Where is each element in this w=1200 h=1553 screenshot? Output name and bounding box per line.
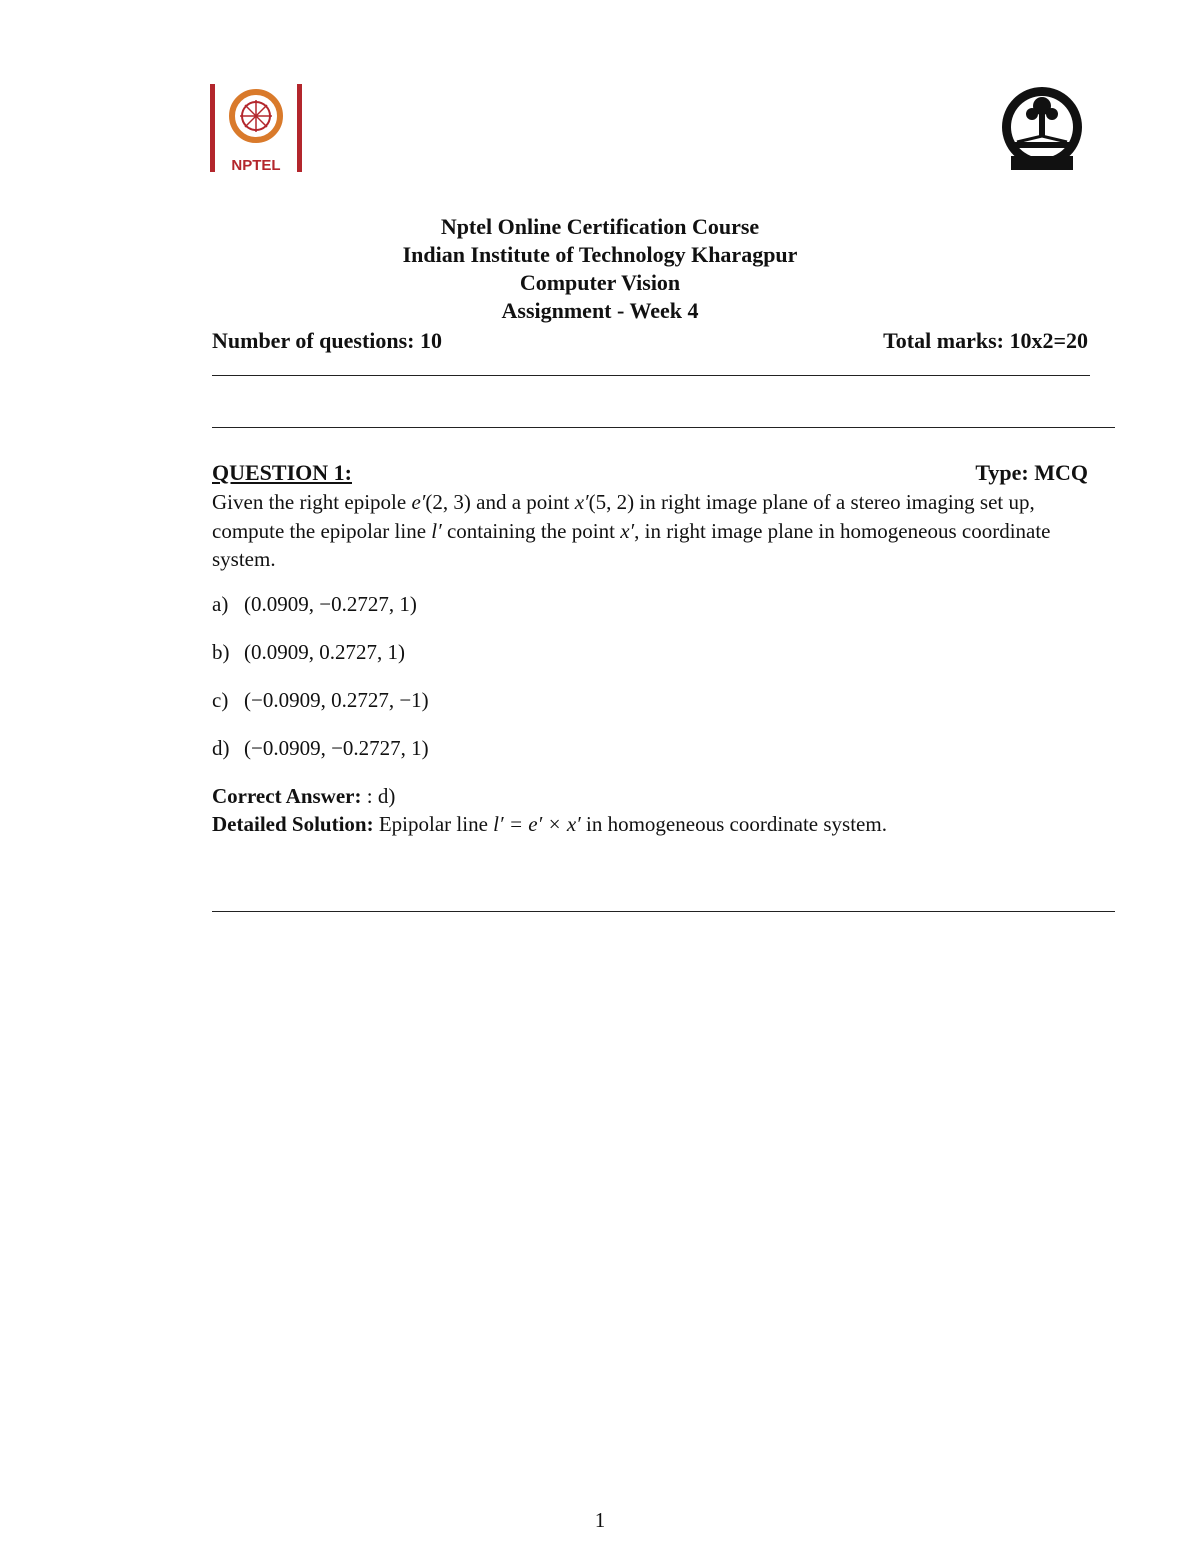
question-text: Given the right epipole e′(2, 3) and a point x′(5, 2) in right image plane of a stereo imaging set up, compute the epipolar line l′ containing the point x′, in right image plane in homogeneous coordinate system. — [212, 490, 1051, 571]
divider-question-end — [212, 911, 1115, 912]
divider-question-start — [212, 427, 1115, 428]
question-header — [212, 460, 1088, 486]
assignment-title: Assignment - Week 4 — [501, 298, 699, 323]
divider-top — [212, 375, 1090, 376]
option-a: a) (0.0909, −0.2727, 1) — [212, 592, 417, 616]
total-marks: Total marks: 10x2=20 — [883, 328, 1088, 353]
option-d: d) (−0.0909, −0.2727, 1) — [212, 736, 429, 760]
num-questions: Number of questions: 10 — [212, 328, 443, 353]
course-title: Nptel Online Certification Course — [440, 214, 760, 239]
nptel-logo — [208, 82, 304, 176]
option-c: c) (−0.0909, 0.2727, −1) — [212, 688, 429, 712]
iit-kharagpur-emblem — [995, 82, 1089, 176]
nptel-logo-text: NPTEL — [231, 157, 281, 174]
question-title: QUESTION 1: — [212, 460, 352, 485]
correct-answer: Correct Answer: : d) — [212, 784, 396, 808]
meta-row — [212, 328, 1088, 354]
option-b: b) (0.0909, 0.2727, 1) — [212, 640, 405, 664]
question-type: Type: MCQ — [975, 460, 1088, 485]
page-number: 1 — [594, 1508, 606, 1532]
institute-name: Indian Institute of Technology Kharagpur — [402, 242, 798, 267]
subject-name: Computer Vision — [519, 270, 681, 295]
detailed-solution: Detailed Solution: Epipolar line l′ = e′ × x′ in homogeneous coordinate system. — [212, 812, 887, 836]
